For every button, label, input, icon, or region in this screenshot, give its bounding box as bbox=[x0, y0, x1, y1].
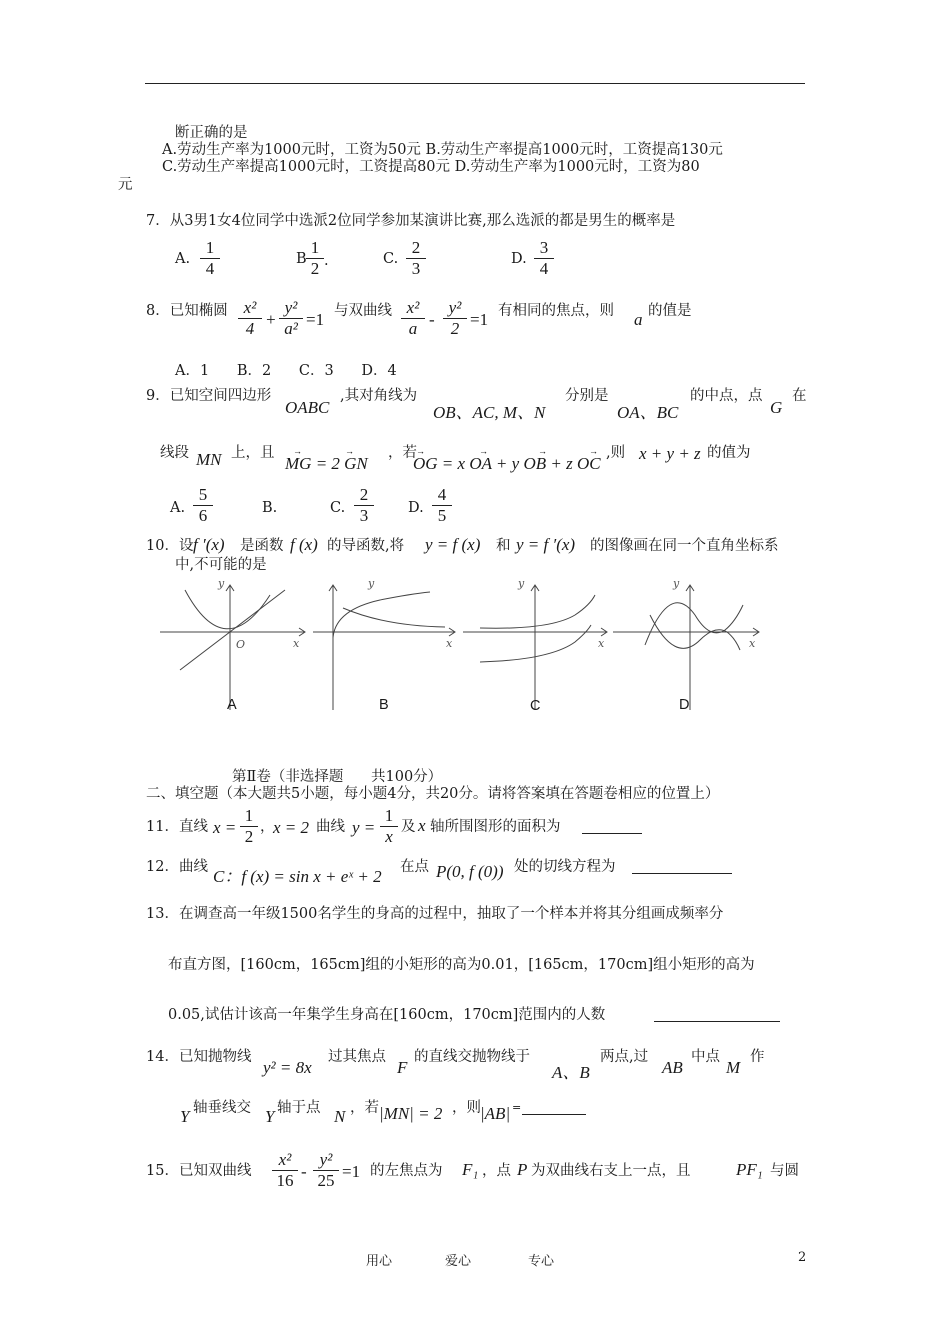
q10-y2: y = f ′(x) bbox=[516, 535, 576, 554]
q14-focus-f: F bbox=[397, 1058, 408, 1077]
q8-plus: + bbox=[265, 310, 277, 329]
graph-b-caption: B bbox=[379, 697, 389, 713]
q8-hyperbola-term-y: $\frac{\text{y²}}{2}$ bbox=[443, 298, 467, 339]
q9-line2-a: 线段 bbox=[160, 445, 189, 461]
graph-a-origin-label: O bbox=[236, 638, 246, 651]
q15-text3: ，点 bbox=[482, 1163, 511, 1179]
q7-option-a-label: A. bbox=[175, 251, 191, 267]
q8-options: A．1 B．2 C．3 D．4 bbox=[175, 363, 397, 379]
graph-a-caption: A bbox=[227, 697, 237, 713]
q14-equals: = bbox=[512, 1101, 522, 1114]
q8-var-a: a bbox=[634, 310, 643, 329]
q14-text2: 过其焦点 bbox=[328, 1049, 386, 1065]
q15-term-y: $\frac{\text{y²}}{25}$ bbox=[313, 1150, 339, 1191]
q9-line2-b: 上，且 bbox=[231, 445, 275, 461]
q11-x-axis-var: x bbox=[418, 816, 426, 835]
q11-text4: 及 bbox=[401, 819, 416, 835]
graph-a-x-label: x bbox=[293, 637, 300, 650]
q9-vector-mg-eq: MG = 2 GN bbox=[285, 454, 368, 473]
q12-prefix: 12．曲线 bbox=[146, 859, 208, 875]
q9-line2-d: ,则 bbox=[606, 445, 626, 461]
q10-fx: f (x) bbox=[290, 535, 318, 554]
q13-line3: 0.05,试估计该高一年集学生身高在[160cm，170cm]范围内的人数 bbox=[168, 1007, 606, 1023]
q6-wrap: 元 bbox=[118, 177, 133, 193]
q11-comma: ， bbox=[260, 819, 275, 835]
q11-x2: x = 2 bbox=[273, 818, 310, 837]
q14-mn-eq: |MN| = 2 bbox=[379, 1104, 443, 1123]
q7-option-c-label: C. bbox=[383, 251, 399, 267]
q7-option-a-fraction: $\frac{1}{4}$ bbox=[200, 238, 220, 279]
page-number: 2 bbox=[798, 1250, 807, 1265]
q10-y1: y = f (x) bbox=[425, 535, 481, 554]
q14-text5: 中点 bbox=[691, 1049, 720, 1065]
q14-midpoint-m: M bbox=[726, 1058, 741, 1077]
footer-word-2: 爱心 bbox=[445, 1254, 472, 1269]
q7-option-b-fraction: $\frac{1}{2}$ bbox=[306, 238, 324, 279]
q9-text3: 分别是 bbox=[565, 388, 609, 404]
q9-vector-og-eq: OG = x OA + y OB + z OC bbox=[413, 454, 601, 473]
q9-option-c-label: C. bbox=[330, 500, 346, 516]
q14-parabola: y² = 8x bbox=[263, 1058, 312, 1077]
svg-text:→: → bbox=[345, 446, 354, 456]
svg-text:→: → bbox=[538, 446, 547, 456]
q14-segment-ab: AB bbox=[662, 1058, 683, 1077]
graph-b-y-label: y bbox=[368, 577, 375, 590]
q8-hyperbola-term-x: $\frac{\text{x²}}{a}$ bbox=[401, 298, 425, 339]
q9-text4: 的中点，点 bbox=[690, 388, 763, 404]
q15-eq: =1 bbox=[342, 1162, 361, 1181]
q15-term-x: $\frac{\text{x²}}{16}$ bbox=[272, 1150, 298, 1191]
q8-eq1: =1 bbox=[306, 310, 325, 329]
q6-options-line1: A.劳动生产率为1000元时，工资为50元 B.劳动生产率提高1000元时，工资提高130元 bbox=[162, 142, 723, 158]
q7-option-b-dot: . bbox=[324, 253, 329, 269]
part2-title: 第Ⅱ卷（非选择题 共100分） bbox=[232, 769, 443, 785]
q9-prefix: 9．已知空间四边形 bbox=[146, 388, 272, 404]
q14-line2-c: ，若 bbox=[350, 1100, 379, 1116]
q11-prefix: 11．直线 bbox=[146, 819, 208, 835]
q15-pf1: PF₁ bbox=[736, 1160, 763, 1179]
header-rule bbox=[145, 83, 805, 84]
q13-line1: 13．在调查高一年级1500名学生的身高的过程中，抽取了一个样本并将其分组画成频率分 bbox=[146, 906, 724, 922]
svg-text:→: → bbox=[416, 446, 425, 456]
q13-line2: 布直方图，[160cm，165cm]组的小矩形的高为0.01，[165cm，170cm]组小矩形的高为 bbox=[168, 957, 755, 973]
graph-b bbox=[313, 585, 455, 710]
q7-option-d-label: D. bbox=[511, 251, 527, 267]
q10-text5: 的图像画在同一个直角坐标系 bbox=[590, 538, 779, 554]
q6-tail: 断正确的是 bbox=[175, 125, 248, 141]
q14-line2-b: 轴于点 bbox=[277, 1100, 321, 1116]
q8-minus: - bbox=[429, 310, 435, 329]
q14-answer-blank[interactable] bbox=[522, 1100, 586, 1115]
q10-text2: 是函数 bbox=[240, 538, 284, 554]
q8-eq2: =1 bbox=[470, 310, 489, 329]
svg-text:→: → bbox=[293, 446, 302, 456]
q9-option-c-fraction: $\frac{2}{3}$ bbox=[354, 485, 374, 526]
q9-text5: 在 bbox=[792, 388, 807, 404]
q9-line2-c: ，若 bbox=[388, 445, 417, 461]
graph-c-y-label: y bbox=[518, 577, 525, 590]
q8-ellipse-term-y: $\frac{\text{y²}}{\text{a²}}$ bbox=[279, 298, 303, 339]
q14-prefix: 14．已知抛物线 bbox=[146, 1049, 252, 1065]
q8-ellipse-term-x: $\frac{\text{x²}}{4}$ bbox=[238, 298, 262, 339]
q9-option-d-label: D. bbox=[408, 500, 424, 516]
graph-d bbox=[613, 585, 759, 710]
q14-line2-d: ，则 bbox=[452, 1100, 481, 1116]
q14-line2-a: 轴垂线交 bbox=[193, 1100, 251, 1116]
q8-text4: 的值是 bbox=[648, 303, 692, 319]
q15-minus: - bbox=[301, 1162, 307, 1181]
svg-text:→: → bbox=[589, 446, 598, 456]
q11-text3: 曲线 bbox=[316, 819, 345, 835]
svg-text:→: → bbox=[479, 446, 488, 456]
q9-vector-arrows bbox=[283, 446, 603, 456]
graph-c-caption: C bbox=[530, 698, 541, 714]
graph-d-x-label: x bbox=[749, 637, 756, 650]
graph-c-x-label: x bbox=[598, 637, 605, 650]
q7-option-b-label: B bbox=[296, 251, 307, 267]
q8-text3: 有相同的焦点，则 bbox=[498, 303, 614, 319]
q8-text2: 与双曲线 bbox=[334, 303, 392, 319]
q14-text4: 两点,过 bbox=[600, 1049, 649, 1065]
q11-y-eq: y = bbox=[352, 818, 376, 837]
q12-point: P(0, f (0)) bbox=[436, 862, 504, 881]
q12-text2: 在点 bbox=[400, 859, 429, 875]
q9-mn: MN bbox=[196, 450, 222, 469]
graph-b-x-label: x bbox=[446, 637, 453, 650]
q15-text4: 为双曲线右支上一点，且 bbox=[531, 1163, 691, 1179]
q7-option-c-fraction: $\frac{2}{3}$ bbox=[406, 238, 426, 279]
graph-d-caption: D bbox=[679, 697, 690, 713]
q12-answer-blank[interactable] bbox=[632, 859, 732, 874]
q9-text2: ,其对角线为 bbox=[340, 388, 418, 404]
graph-a bbox=[160, 585, 305, 710]
q7-stem: 7．从3男1女4位同学中选派2位同学参加某演讲比赛,那么选派的都是男生的概率是 bbox=[146, 213, 676, 229]
q9-point-g: G bbox=[770, 398, 783, 417]
q14-axis-y1: Y bbox=[180, 1107, 190, 1126]
q9-diagonals: OB、AC, M、N bbox=[433, 403, 546, 422]
q14-ab-abs: |AB| bbox=[480, 1104, 511, 1123]
q15-point-p: P bbox=[517, 1160, 528, 1179]
q9-option-b-label: B. bbox=[262, 500, 278, 516]
q15-text5: 与圆 bbox=[770, 1163, 799, 1179]
graph-d-y-label: y bbox=[673, 577, 680, 590]
q6-options-line2: C.劳动生产率提高1000元时，工资提高80元 D.劳动生产率为1000元时，工资为80 bbox=[162, 159, 700, 175]
q9-edges: OA、BC bbox=[617, 403, 679, 422]
part2-section-heading: 二、填空题（本大题共5小题，每小题4分，共20分。请将答案填在答题卷相应的位置上） bbox=[146, 786, 720, 802]
graph-c bbox=[463, 585, 607, 710]
q8-prefix: 8．已知椭圆 bbox=[146, 303, 228, 319]
q10-fprime: f ′(x) bbox=[193, 535, 225, 554]
q14-text3: 的直线交抛物线于 bbox=[414, 1049, 530, 1065]
q14-axis-y2: Y bbox=[265, 1107, 275, 1126]
q9-option-a-label: A. bbox=[170, 500, 186, 516]
q10-text4: 和 bbox=[496, 538, 511, 554]
q12-expression: C：f (x) = sin x + eˣ + 2 bbox=[213, 867, 382, 886]
q9-line2-e: 的值为 bbox=[707, 445, 751, 461]
q10-line2: 中,不可能的是 bbox=[175, 557, 267, 573]
q9-sum: x + y + z bbox=[639, 444, 701, 463]
q11-half-fraction: $\frac{1}{2}$ bbox=[240, 806, 258, 847]
q10-prefix: 10．设 bbox=[146, 538, 194, 554]
q13-answer-blank[interactable] bbox=[654, 1007, 780, 1022]
q15-prefix: 15．已知双曲线 bbox=[146, 1163, 252, 1179]
q15-text2: 的左焦点为 bbox=[370, 1163, 443, 1179]
q11-answer-blank[interactable] bbox=[582, 819, 642, 834]
q12-text3: 处的切线方程为 bbox=[514, 859, 616, 875]
q11-inverse-fraction: $\frac{1}{x}$ bbox=[380, 806, 398, 847]
graph-a-y-label: y bbox=[218, 577, 225, 590]
q14-points-ab: A、B bbox=[552, 1063, 590, 1082]
q14-text6: 作 bbox=[750, 1049, 765, 1065]
q10-text3: 的导函数,将 bbox=[327, 538, 405, 554]
q14-point-n: N bbox=[334, 1107, 346, 1126]
footer-word-1: 用心 bbox=[366, 1254, 393, 1269]
q11-text5: 轴所围图形的面积为 bbox=[430, 819, 561, 835]
footer-word-3: 专心 bbox=[528, 1254, 555, 1269]
q9-oabc: OABC bbox=[285, 398, 330, 417]
q11-x-eq: x = bbox=[213, 818, 237, 837]
q15-focus-f1: F₁ bbox=[462, 1160, 479, 1179]
q7-option-d-fraction: $\frac{3}{4}$ bbox=[534, 238, 554, 279]
q9-option-a-fraction: $\frac{5}{6}$ bbox=[193, 485, 213, 526]
q9-option-d-fraction: $\frac{4}{5}$ bbox=[432, 485, 452, 526]
